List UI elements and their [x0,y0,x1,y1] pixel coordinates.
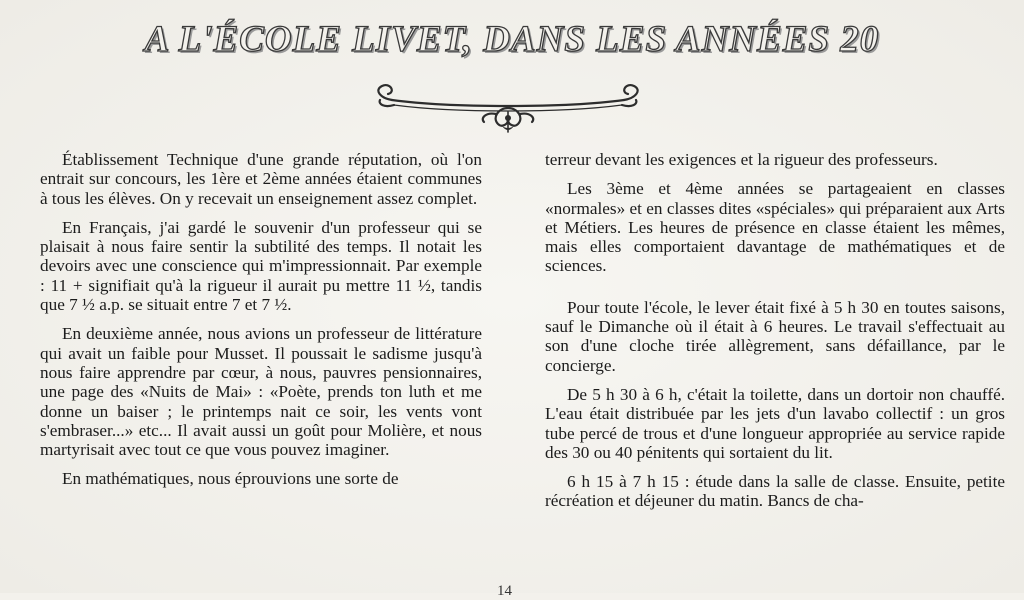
right-column [545,150,1005,511]
paragraph: Établissement Technique d'une grande réputation, où l'on entrait sur concours, les 1ère et 2ème années étaient communes à tous les élèves. On y recevait un enseignement assez complet. [40,150,482,208]
paragraph: terreur devant les exigences et la rigueur des professeurs. [545,150,938,169]
paragraph: En deuxième année, nous avions un professeur de littérature qui avait un faible pour Musset. Il poussait le sadisme jusqu'à nous faire apprendre par cœur, à nous, pauvres pensionnaires, une page des «Nuits de Mai» : «Poète, prends ton luth et me donne un baiser ; le printemps nait ce soir, les vents vont s'embraser...» etc... Il avait aussi un goût pour Molière, et nous martyrisait avec tout ce que vous pouvez imaginer. [40,324,482,460]
page-number: 14 [497,583,512,599]
paragraph: Les 3ème et 4ème années se partageaient en classes «normales» et en classes dites «spéciales» qui préparaient aux Arts et Métiers. Les heures de présence en classe étaient les mêmes, mais elles comportaient davantage de mathématiques et de sciences. [545,179,1005,276]
paragraph: En mathématiques, nous éprouvions une sorte de [62,469,399,489]
paragraph: Pour toute l'école, le lever était fixé à 5 h 30 en toutes saisons, sauf le Dimanche où il était à 6 heures. Le travail s'effectuait au son d'une cloche tirée allègrement, sans défaillance, par le concierge. [545,297,1005,375]
decorative-scroll-ornament-icon [370,78,646,134]
paragraph: 6 h 15 à 7 h 15 : étude dans la salle de classe. Ensuite, petite récréation et déjeuner du matin. Bancs de cha- [545,472,1005,511]
paragraph: En Français, j'ai gardé le souvenir d'un professeur qui se plaisait à nous faire sentir la subtilité des temps. Il notait les devoirs avec une conscience qui m'impressionnait. Par exemple : 11 + signifiait qu'à la rigueur il aurait pu mettre 11 ½, tandis que 7 ½ a.p. se situait entre 7 et 7 ½. [40,217,482,315]
paragraph: De 5 h 30 à 6 h, c'était la toilette, dans un dortoir non chauffé. L'eau était distribuée par les jets d'un lavabo collectif : un gros tube percé de trous et d'une longueur appropriée au service rapide des 30 ou 40 pénitents qui sortaient du lit. [545,384,1005,462]
left-column [40,150,482,489]
page-title: A L'ÉCOLE LIVET, DANS LES ANNÉES 20 [144,19,880,60]
